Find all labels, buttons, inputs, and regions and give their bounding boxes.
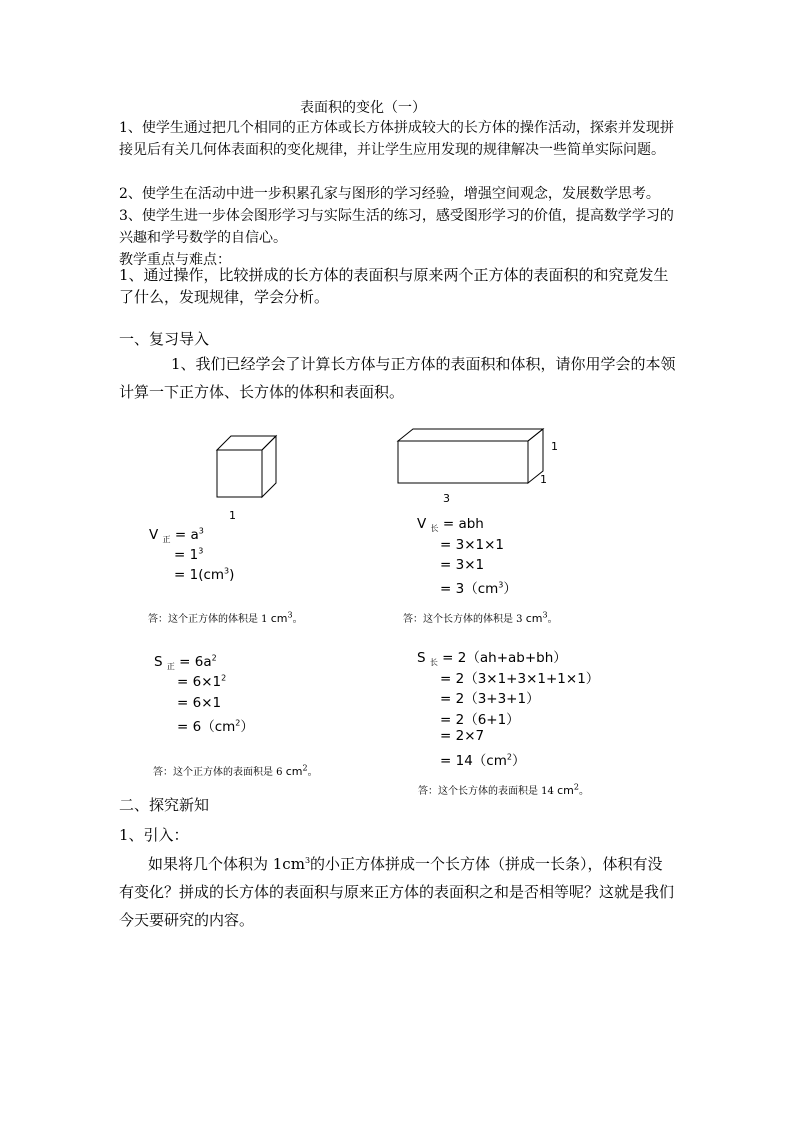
cube-edge-label: 1 — [229, 509, 236, 522]
section-2-text: 如果将几个体积为 $1cm^3$的小正方体拼成一个长方体（拼成一长条），体积有没有变化？拼成的长方体的表面积与原来正方体的表面积之和是否相等呢？这就是我们今天要研究的内容。 — [119, 855, 675, 929]
objective-1: 1、使学生通过把几个相同的正方体或长方体拼成较大的长方体的操作活动，探索并发现拼接见后有关几何体表面积的变化规律，并让学生应用发现的规律解决一些简单实际问题。 — [119, 120, 674, 158]
cube-volume-answer: 答：这个正方体的体积是 1 $cm^3$。 — [148, 610, 303, 625]
cuboid-volume-step-1: = 3×1×1 — [440, 537, 504, 553]
section-2-subheading: 1、引入： — [119, 826, 189, 844]
cube-volume-step-2: = $1(cm^3)$ — [174, 566, 235, 583]
cuboid-surface-step-3: = 2（6+1） — [440, 712, 520, 728]
cuboid-surface-answer: 答：这个长方体的表面积是 14 $cm^2$。 — [418, 782, 589, 797]
cuboid-volume-formula: V $_长$ = abh — [417, 516, 484, 533]
page-title: 表面积的变化（一） — [300, 100, 426, 116]
cube-volume-step-1: = $1^3$ — [174, 546, 204, 563]
cuboid-figure — [398, 429, 543, 483]
cube-surface-step-1: = $6\times 1^2$ — [177, 673, 227, 690]
cuboid-height-label: 1 — [551, 440, 558, 453]
cube-figure — [217, 436, 276, 497]
cuboid-surface-step-5: = $14(cm^2)$ — [440, 752, 526, 769]
cuboid-surface-formula: S $_长$ = 2（ah+ab+bh） — [417, 650, 567, 667]
key-point-text: 1、通过操作，比较拼成的长方体的表面积与原来两个正方体的表面积的和究竟发生了什么，发现规律，学会分析。 — [119, 266, 669, 306]
cube-volume-formula: V $_正 = a^3$ — [149, 526, 204, 544]
cuboid-surface-step-4: = 2×7 — [440, 728, 485, 744]
cuboid-volume-answer: 答：这个长方体的体积是 3 $cm^3$。 — [403, 610, 558, 625]
cuboid-volume-step-3: = $3(cm^3)$ — [440, 580, 517, 597]
cuboid-surface-step-2: = 2（3+3+1） — [440, 691, 540, 707]
section-1-text: 1、我们已经学会了计算长方体与正方体的表面积和体积，请你用学会的本领计算一下正方体、长方体的体积和表面积。 — [119, 355, 676, 401]
cuboid-width-label: 1 — [540, 473, 547, 486]
objective-2: 2、使学生在活动中进一步积累孔家与图形的学习经验，增强空间观念，发展数学思考。 — [119, 186, 660, 202]
cuboid-surface-step-1: = 2（3×1+3×1+1×1） — [440, 671, 600, 687]
cuboid-volume-step-2: = 3×1 — [440, 557, 485, 573]
cube-surface-step-2: = 6×1 — [177, 695, 222, 711]
section-1-heading: 一、复习导入 — [119, 330, 210, 348]
objective-3: 3、使学生进一步体会图形学习与实际生活的练习，感受图形学习的价值，提高数学学习的兴趣和学号数学的自信心。 — [119, 208, 674, 246]
cube-surface-step-3: = $6(cm^2)$ — [177, 718, 254, 735]
cube-surface-formula: S $_正 = 6a^2$ — [154, 653, 217, 671]
cube-surface-answer: 答：这个正方体的表面积是 6 $cm^2$。 — [153, 763, 318, 778]
key-points-heading: 教学重点与难点： — [119, 252, 231, 268]
cuboid-length-label: 3 — [443, 492, 450, 505]
section-2-heading: 二、探究新知 — [119, 796, 210, 814]
